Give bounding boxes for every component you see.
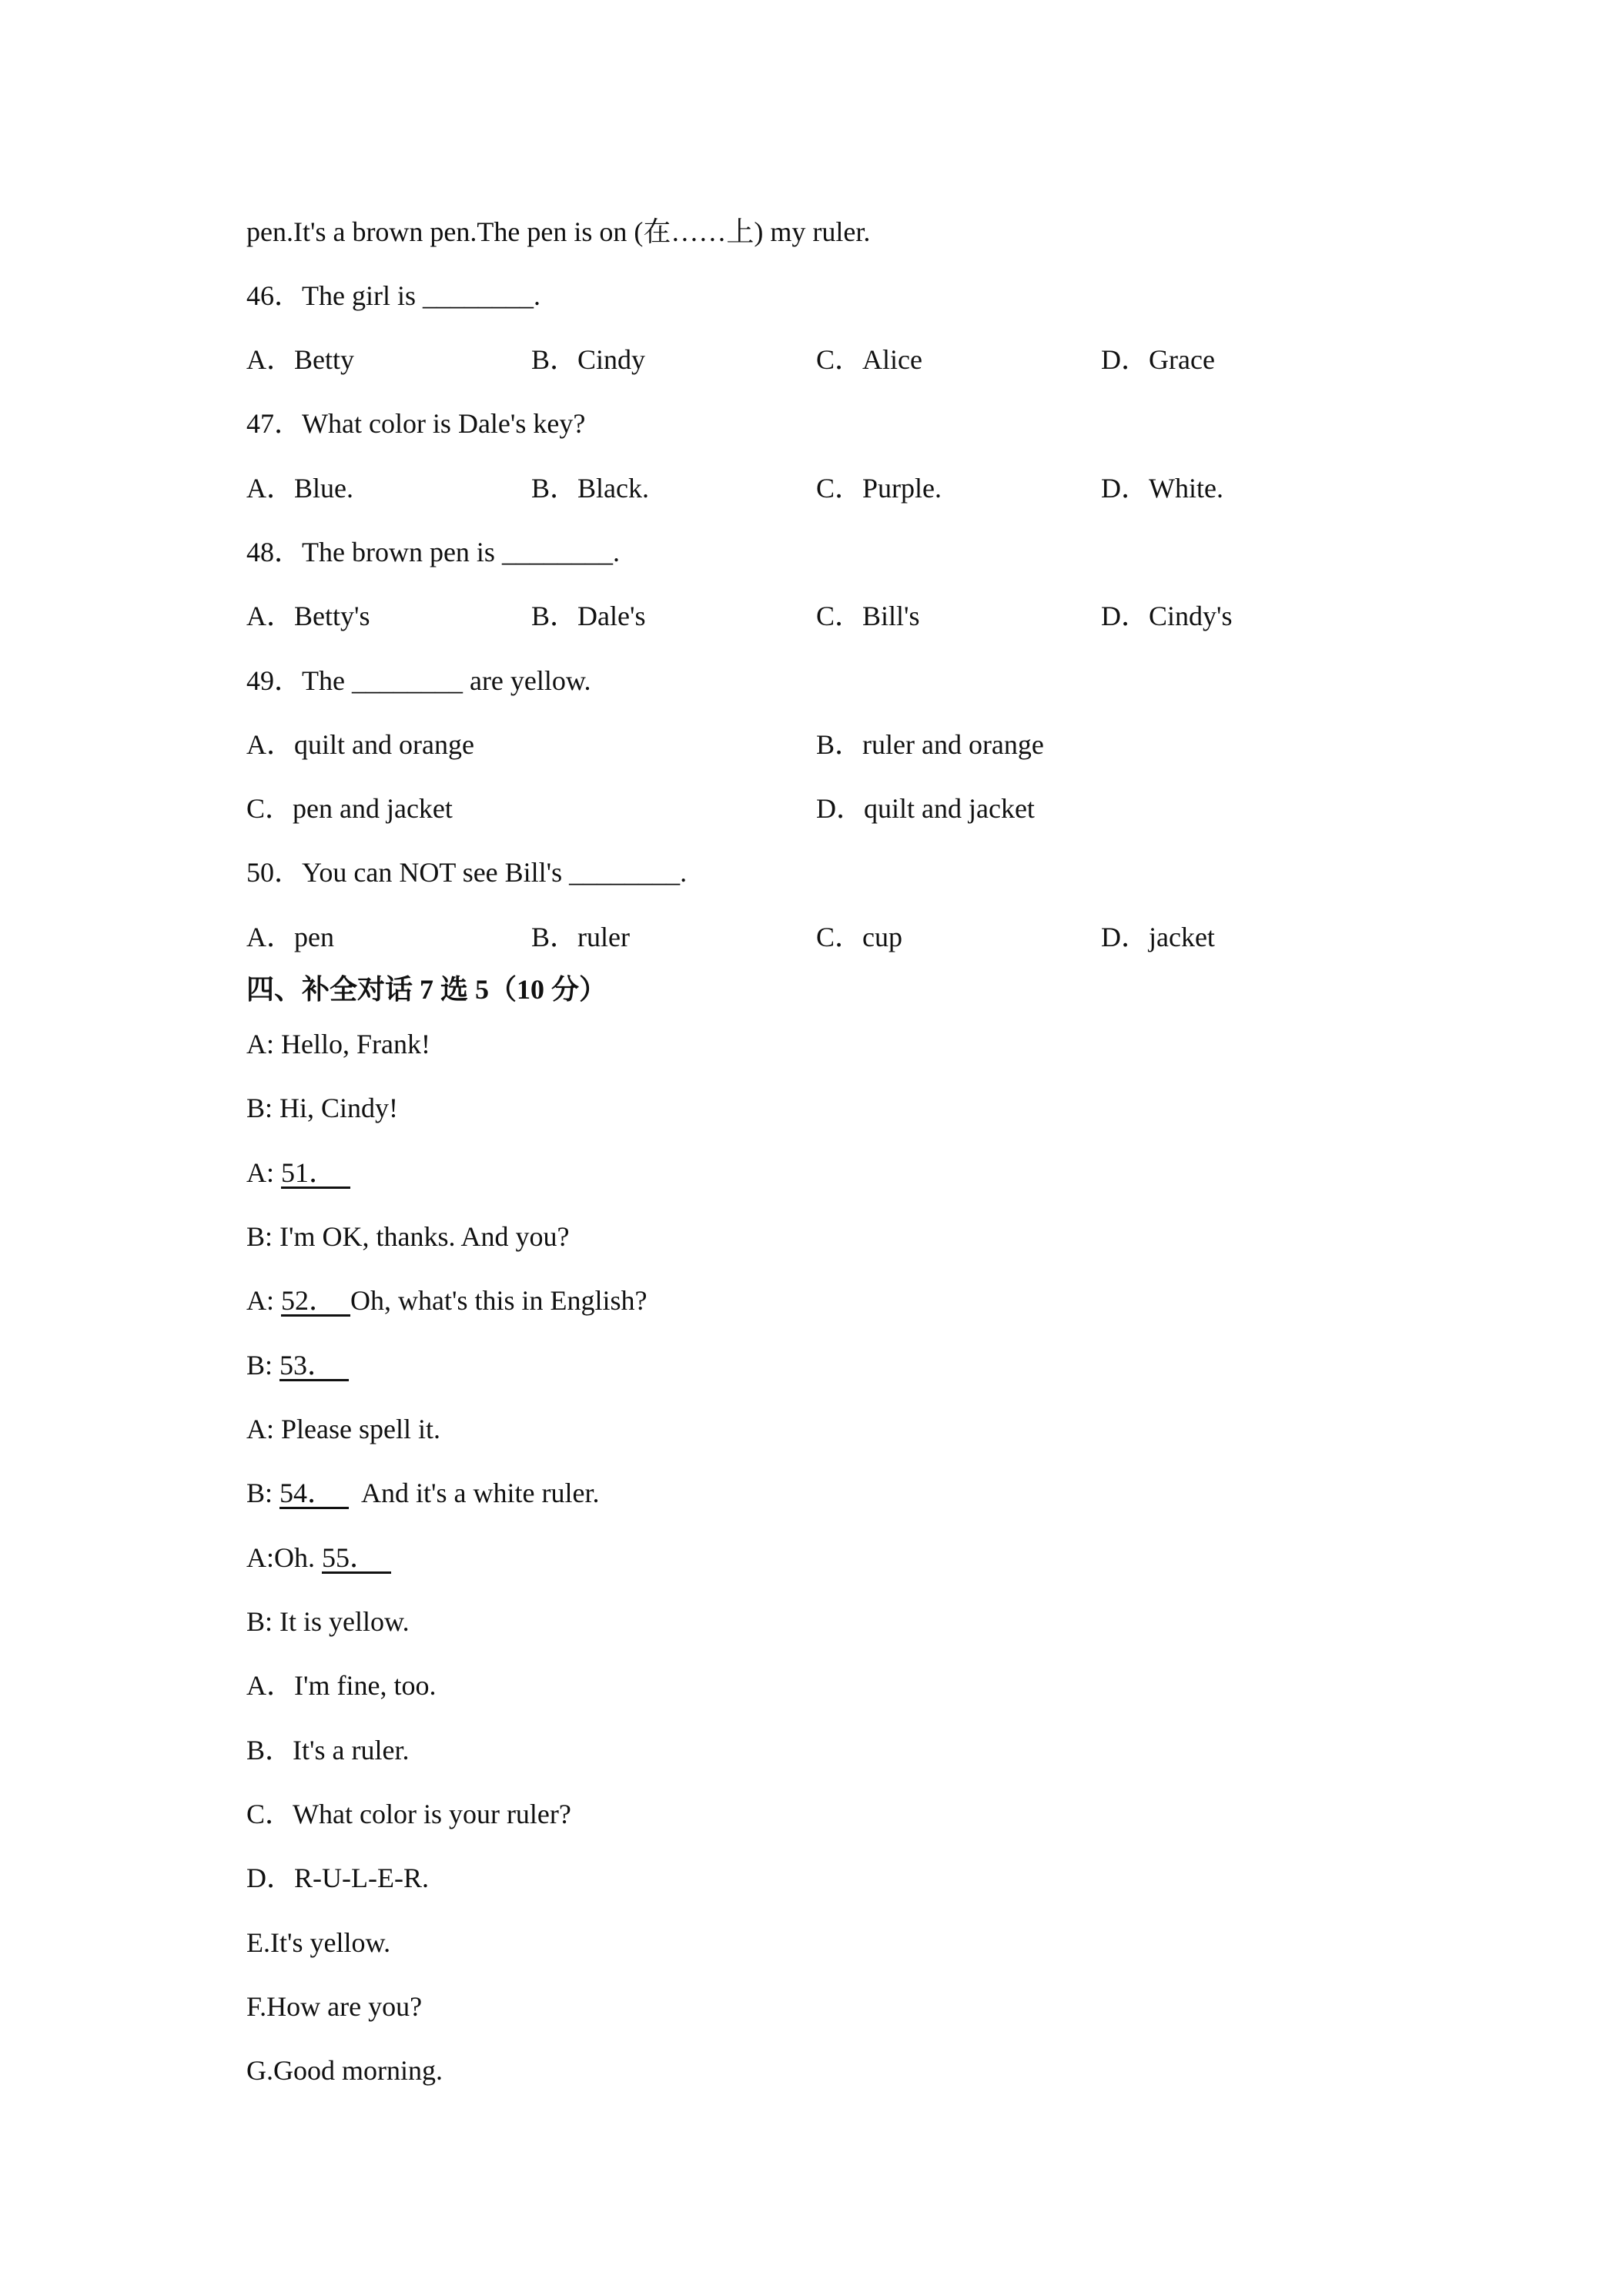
option-c: C．pen and jacket [246, 793, 453, 824]
dialogue-line [246, 1540, 1623, 1575]
blank-52: 52． [281, 1285, 351, 1316]
dialogue-text: A: Please spell it. [246, 1414, 440, 1444]
option-c: C．cup [816, 922, 902, 952]
option-d: D．jacket [1101, 922, 1215, 952]
dialogue-text: And it's a white ruler. [349, 1478, 600, 1508]
dialogue-line [246, 1411, 1623, 1447]
option-c: C．Purple. [816, 473, 942, 504]
choice-d: D．R-U-L-E-R. [246, 1863, 429, 1893]
dialogue-text: A:Oh. [246, 1542, 322, 1573]
dialogue-text: B: [246, 1478, 280, 1508]
option-c: C．Alice [816, 344, 922, 375]
choice-g: G.Good morning. [246, 2055, 443, 2086]
choice-c: C．What color is your ruler? [246, 1799, 571, 1829]
dialogue-text: B: Hi, Cindy! [246, 1093, 399, 1123]
question-50-options [246, 919, 1623, 1096]
option-b: B．ruler and orange [816, 729, 1044, 760]
option-a: A．pen [246, 922, 334, 952]
choice-f: F.How are you? [246, 1991, 423, 2022]
choice-e: E.It's yellow. [246, 1927, 391, 1958]
choice-b: B．It's a ruler. [246, 1735, 410, 1766]
dialogue-text: Oh, what's this in English? [350, 1285, 648, 1316]
dialogue-text: B: I'm OK, thanks. And you? [246, 1221, 570, 1252]
blank-51: 51． [281, 1157, 351, 1188]
question-46-stem: 46．The girl is ________. [246, 280, 540, 311]
dialogue-line [246, 1283, 1623, 1318]
dialogue-text: A: [246, 1285, 281, 1316]
question-48-stem: 48．The brown pen is ________. [246, 537, 620, 567]
dialogue-line [246, 1347, 1623, 1383]
option-a: A．Betty's [246, 601, 370, 631]
option-d: D．Grace [1101, 344, 1215, 375]
dialogue-line [246, 1219, 1623, 1254]
section-heading: 四、补全对话 7 选 5（10 分） [246, 974, 607, 1005]
option-c: C．Bill's [816, 601, 920, 631]
option-a: A．Betty [246, 344, 354, 375]
dialogue-line [246, 1604, 1623, 1639]
passage-tail: pen.It's a brown pen.The pen is on (在……上) my ruler. [246, 216, 871, 247]
option-b: B．Cindy [531, 344, 646, 375]
question-50-stem: 50．You can NOT see Bill's ________. [246, 857, 688, 888]
choice-a: A．I'm fine, too. [246, 1670, 437, 1701]
blank-53: 53． [279, 1350, 350, 1381]
option-b: B．Dale's [531, 601, 646, 631]
dialogue-text: A: [246, 1157, 281, 1188]
option-a: A．quilt and orange [246, 729, 474, 760]
option-a: A．Blue. [246, 473, 353, 504]
option-d: D．Cindy's [1101, 601, 1233, 631]
dialogue-line [246, 1475, 1623, 1511]
blank-55: 55． [322, 1542, 392, 1573]
option-d: D．White. [1101, 473, 1223, 504]
dialogue-line [246, 1026, 1623, 1062]
question-49-stem: 49．The ________ are yellow. [246, 665, 591, 696]
option-d: D．quilt and jacket [816, 793, 1035, 824]
question-47-stem: 47．What color is Dale's key? [246, 408, 586, 439]
option-b: B．Black. [531, 473, 649, 504]
option-b: B．ruler [531, 922, 630, 952]
dialogue-line [246, 1090, 1623, 1126]
dialogue-line [246, 1155, 1623, 1190]
dialogue-text: B: [246, 1350, 280, 1381]
dialogue-text: B: It is yellow. [246, 1606, 410, 1637]
dialogue-text: A: Hello, Frank! [246, 1029, 430, 1059]
blank-54: 54． [279, 1478, 350, 1508]
